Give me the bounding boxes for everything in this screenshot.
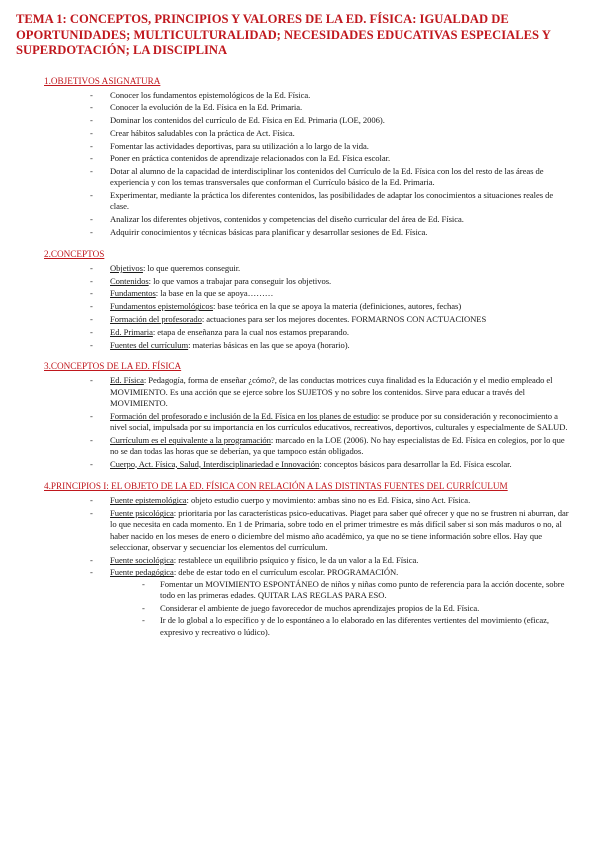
term: Fuente psicológica bbox=[110, 508, 174, 519]
definition: : prioritaria por las características psico-educativas. Piaget para saber qué ofrecer y que no se frustren ni aburran, dar lo que necesita en cada momento. En 1 de Primaria, sobre todo en el primer trimestre es más difícil saber si son más maduros o no, al haber nacido en los meses de enero o diciembre del mismo año académico, ya que no se tiene información sobre ellos. Hay que seleccionar, observar y secuenciar los elementos del currículum. bbox=[110, 508, 569, 552]
sublist-item: - Considerar el ambiente de juego favorecedor de muchos aprendizajes propios de la Ed. Física. bbox=[110, 603, 570, 614]
term: Ed. Primaria bbox=[110, 326, 153, 337]
list-item bbox=[42, 567, 570, 637]
list-item bbox=[42, 327, 570, 338]
list-item: - Experimentar, mediante la práctica los diferentes contenidos, las posibilidades de adaptar los conocimientos a situaciones reales de clase. bbox=[42, 190, 570, 212]
list-item: - Dominar los contenidos del currículo de Ed. Física en Ed. Primaria (LOE, 2006). bbox=[42, 115, 570, 126]
list-item bbox=[42, 555, 570, 566]
definition: : se produce por su consideración y reconocimiento a nivel social, impulsada por su importancia en los currículos educativos, recreativos, deportivos, culturales y especialmente de SALUD. bbox=[110, 410, 568, 432]
section-heading-conceptos: 2.CONCEPTOS bbox=[44, 248, 105, 259]
term: Contenidos bbox=[110, 275, 149, 286]
term: Currículum es el equivalente a la programación bbox=[110, 434, 271, 445]
list-item: - Dotar al alumno de la capacidad de interdisciplinar los contenidos del Currículo de la Ed. Física con los del resto de las áreas de experiencia y con los temas transversales que conforman el Currículo básico de la Ed. Primaria. bbox=[42, 166, 570, 188]
list-item bbox=[42, 375, 570, 409]
definition: : la base en la que se apoya……… bbox=[155, 288, 274, 299]
definition: : objeto estudio cuerpo y movimiento: ambas sino no es Ed. Física, sino Act. Física. bbox=[186, 495, 471, 506]
list-item bbox=[42, 340, 570, 351]
term: Fuente sociológica bbox=[110, 554, 174, 565]
definition: : etapa de enseñanza para la cual nos estamos preparando. bbox=[152, 326, 349, 337]
list-item: - Conocer la evolución de la Ed. Física en la Ed. Primaria. bbox=[42, 102, 570, 113]
list-item bbox=[42, 263, 570, 274]
definition: : conceptos básicos para desarrollar la Ed. Física escolar. bbox=[319, 458, 512, 469]
list-item bbox=[42, 495, 570, 506]
definition: : debe de estar todo en el currículum escolar. PROGRAMACIÓN. bbox=[173, 567, 399, 578]
list-item: - Crear hábitos saludables con la práctica de Act. Física. bbox=[42, 128, 570, 139]
section-heading-principios: 4.PRINCIPIOS I: EL OBJETO DE LA ED. FÍSICA CON RELACIÓN A LAS DISTINTAS FUENTES DEL CURRÍCULUM bbox=[44, 481, 508, 492]
sublist-item: - Ir de lo global a lo específico y de lo espontáneo a lo elaborado en las diferentes vertientes del movimiento (eficaz, expresivo y recreativo o lúdico). bbox=[110, 615, 570, 637]
section-heading-conceptos-ed-fisica: 3.CONCEPTOS DE LA ED. FÍSICA bbox=[44, 361, 182, 372]
definition: : actuaciones para ser los mejores docentes. FORMARNOS CON ACTUACIONES bbox=[201, 314, 487, 325]
term: Cuerpo, Act. Física, Salud, Interdisciplinariedad e Innovación bbox=[110, 458, 320, 469]
term: Fundamentos epistemológicos bbox=[110, 301, 213, 312]
page-title: TEMA 1: CONCEPTOS, PRINCIPIOS Y VALORES DE LA ED. FÍSICA: IGUALDAD DE OPORTUNIDADES; MULTICULTURALIDAD; NECESIDADES EDUCATIVAS ESPECIALES Y SUPERDOTACIÓN; LA DISCIPLINA bbox=[16, 12, 551, 57]
list-item bbox=[42, 301, 570, 312]
list-item: - Analizar los diferentes objetivos, contenidos y competencias del diseño curricular del área de Ed. Física. bbox=[42, 214, 570, 225]
list-item: - Fomentar las actividades deportivas, para su utilización a lo largo de la vida. bbox=[42, 141, 570, 152]
term: Ed. Física bbox=[110, 375, 144, 386]
conceptos-ed-fisica-list bbox=[42, 375, 570, 469]
term: Objetivos bbox=[110, 262, 143, 273]
list-item bbox=[42, 314, 570, 325]
list-item bbox=[42, 435, 570, 457]
term: Fuente epistemológica bbox=[110, 495, 187, 506]
list-item: - Adquirir conocimientos y técnicas básicas para planificar y desarrollar sesiones de Ed. Física. bbox=[42, 227, 570, 238]
term: Fuentes del currículum bbox=[110, 339, 189, 350]
list-item bbox=[42, 288, 570, 299]
definition: : materias básicas en las que se apoya (horario). bbox=[188, 339, 350, 350]
definition: : marcado en la LOE (2006). No hay especialistas de Ed. Física en colegios, por lo que no se dan todas las horas que se deberían, ya que tampoco están obligados. bbox=[110, 434, 565, 456]
pedagogica-sublist bbox=[110, 579, 570, 638]
sublist-item: - Fomentar un MOVIMIENTO ESPONTÁNEO de niños y niñas como punto de referencia para la acción docente, sobre todo en las primeras edades. QUITAR LAS REGLAS PARA ESO. bbox=[110, 579, 570, 601]
objetivos-list bbox=[42, 90, 570, 239]
term: Fundamentos bbox=[110, 288, 156, 299]
section-heading-objetivos: 1.OBJETIVOS ASIGNATURA bbox=[44, 75, 161, 86]
term: Formación del profesorado bbox=[110, 314, 202, 325]
conceptos-list bbox=[42, 263, 570, 351]
term: Formación del profesorado e inclusión de la Ed. Física en los planes de estudio bbox=[110, 410, 378, 421]
list-item bbox=[42, 459, 570, 470]
term: Fuente pedagógica bbox=[110, 567, 174, 578]
definition: : lo que queremos conseguir. bbox=[142, 262, 241, 273]
list-item bbox=[42, 508, 570, 553]
list-item bbox=[42, 276, 570, 287]
definition: : lo que vamos a trabajar para conseguir los objetivos. bbox=[148, 275, 332, 286]
definition: : Pedagogía, forma de enseñar ¿cómo?, de las conductas motrices cuya finalidad es la Educación y el medio empleado el MOVIMIENTO. Es una acción que se ejerce sobre los SUJETOS y no sobre los contenidos. Sirve para educar a través del MOVIMIENTO. bbox=[110, 375, 553, 408]
definition: : base teórica en la que se apoya la materia (definiciones, autores, fechas) bbox=[212, 301, 462, 312]
list-item bbox=[42, 411, 570, 433]
definition: : restablece un equilibrio psíquico y físico, le da un valor a la Ed. Física. bbox=[173, 554, 419, 565]
list-item: - Poner en práctica contenidos de aprendizaje relacionados con la Ed. Física escolar. bbox=[42, 153, 570, 164]
principios-list bbox=[42, 495, 570, 637]
list-item: - Conocer los fundamentos epistemológicos de la Ed. Física. bbox=[42, 90, 570, 101]
